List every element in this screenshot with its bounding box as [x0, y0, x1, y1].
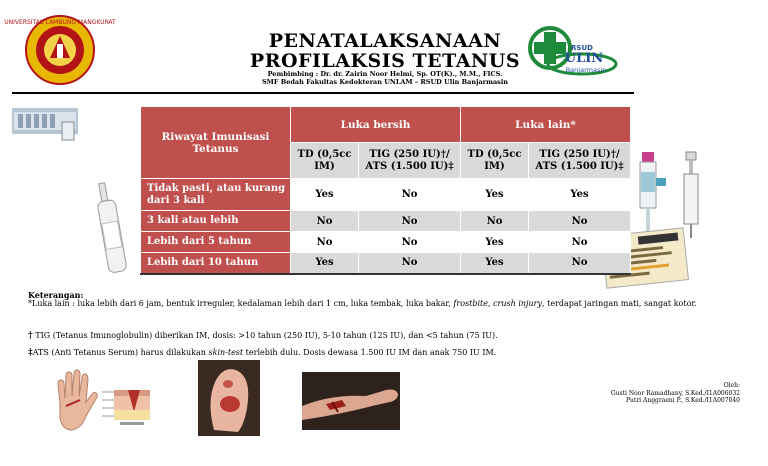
subheader-td-clean: TD (0,5cc IM)	[291, 143, 359, 179]
table-cell: No	[359, 253, 461, 274]
header-divider	[12, 92, 634, 94]
syringe-image	[676, 150, 706, 240]
table-cell: No	[529, 253, 631, 274]
table-cell: No	[359, 179, 461, 211]
table-cell: Yes	[461, 179, 529, 211]
header-clean-wound: Luka bersih	[291, 107, 461, 143]
note-skin-test: skin-test	[208, 348, 244, 357]
credits	[611, 382, 740, 405]
skin-layer-diagram	[100, 382, 164, 428]
note-other-wound	[28, 299, 728, 309]
note-ats-text: ATS (Anti Tetanus Serum) harus dilakukan	[32, 348, 209, 357]
note-frostbite: frostbite	[453, 299, 488, 308]
university-logo-text: UNIVERSITAS LAMBUNG MANGKURAT	[4, 19, 116, 26]
supervisor-line: Pembimbing : Dr. dr. Zairin Noor Helmi, Sp. OT(K)., M.M., FICS.	[267, 70, 503, 78]
hospital-logo-line1: RSUD	[571, 44, 593, 52]
note-tig-text: TIG (Tetanus Imunoglobulin) diberikan IM, dosis: >10 tahun (250 IU), 5-10 tahun (125 IU), dan <5 tahun (75 IU).	[35, 331, 498, 340]
table-cell: No	[291, 211, 359, 232]
table-cell: No	[529, 211, 631, 232]
table-cell: No	[461, 211, 529, 232]
page-title-line1: PENATALAKSANAAN	[268, 30, 502, 52]
table-row	[141, 211, 631, 232]
notes-heading: Keterangan:	[28, 290, 84, 300]
hospital-logo-line3: Banjarmasin	[565, 66, 607, 74]
row-label: Tidak pasti, atau kurang dari 3 kali	[141, 179, 291, 211]
table-row	[141, 179, 631, 211]
note-other-wound-end: , terdapat jaringan mati, sangat kotor.	[542, 299, 697, 308]
row-label: 3 kali atau lebih	[141, 211, 291, 232]
subheader-td-other: TD (0,5cc IM)	[461, 143, 529, 179]
table-cell: No	[529, 232, 631, 253]
table-cell: No	[359, 211, 461, 232]
credits-author1: Gusti Noor Ramadhany, S.Ked./I1A006032	[610, 389, 740, 397]
table-cell: Yes	[461, 232, 529, 253]
note-crush-injury: crush injury	[493, 299, 543, 308]
institution-line: SMF Bedah Fakultas Kedokteran UNLAM – RSUD Ulin Banjarmasin	[261, 78, 509, 86]
table-cell: Yes	[529, 179, 631, 211]
ampoule-image	[96, 182, 130, 278]
tetanus-prophylaxis-table	[140, 106, 631, 275]
hospital-logo-line2: ULIN	[564, 51, 604, 66]
subheader-tig-other: TIG (250 IU)†/ ATS (1.500 IU)‡	[529, 143, 631, 179]
arm-wound-image	[302, 372, 400, 430]
page-title-line2: PROFILAKSIS TETANUS	[249, 50, 521, 72]
note-ats-end: terlebih dulu. Dosis dewasa 1.500 IU IM dan anak 750 IU IM.	[243, 348, 497, 357]
note-ats	[28, 348, 728, 358]
table-row	[141, 232, 631, 253]
university-logo	[4, 14, 116, 86]
credits-author2: Putri Anggraeni P., S.Ked./I1A007040	[626, 397, 740, 404]
credits-by: Oleh:	[723, 382, 740, 389]
row-label: Lebih dari 5 tahun	[141, 232, 291, 253]
vial-tray-image	[12, 100, 78, 144]
hand-wound-image	[52, 370, 98, 432]
header-other-wound: Luka lain*	[461, 107, 631, 143]
double-dagger-symbol: ‡	[28, 348, 33, 358]
table-cell: No	[359, 232, 461, 253]
table-row	[141, 253, 631, 274]
dagger-symbol: †	[28, 331, 33, 341]
header-immunization-history: Riwayat Imunisasi Tetanus	[141, 107, 291, 179]
note-other-wound-text: *Luka lain : luka lebih dari 6 jam, bentuk irreguler, kedalaman lebih dari 1 cm, luka tembak, luka bakar,	[28, 299, 454, 308]
table-cell: No	[291, 232, 359, 253]
subheader-tig-clean: TIG (250 IU)†/ ATS (1.500 IU)‡	[359, 143, 461, 179]
note-tig	[28, 331, 728, 341]
table-cell: Yes	[461, 253, 529, 274]
row-label: Lebih dari 10 tahun	[141, 253, 291, 274]
table-cell: Yes	[291, 179, 359, 211]
note-separator: ,	[487, 299, 494, 308]
table-cell: Yes	[291, 253, 359, 274]
foot-wound-image	[198, 360, 260, 436]
hospital-logo	[528, 24, 620, 80]
